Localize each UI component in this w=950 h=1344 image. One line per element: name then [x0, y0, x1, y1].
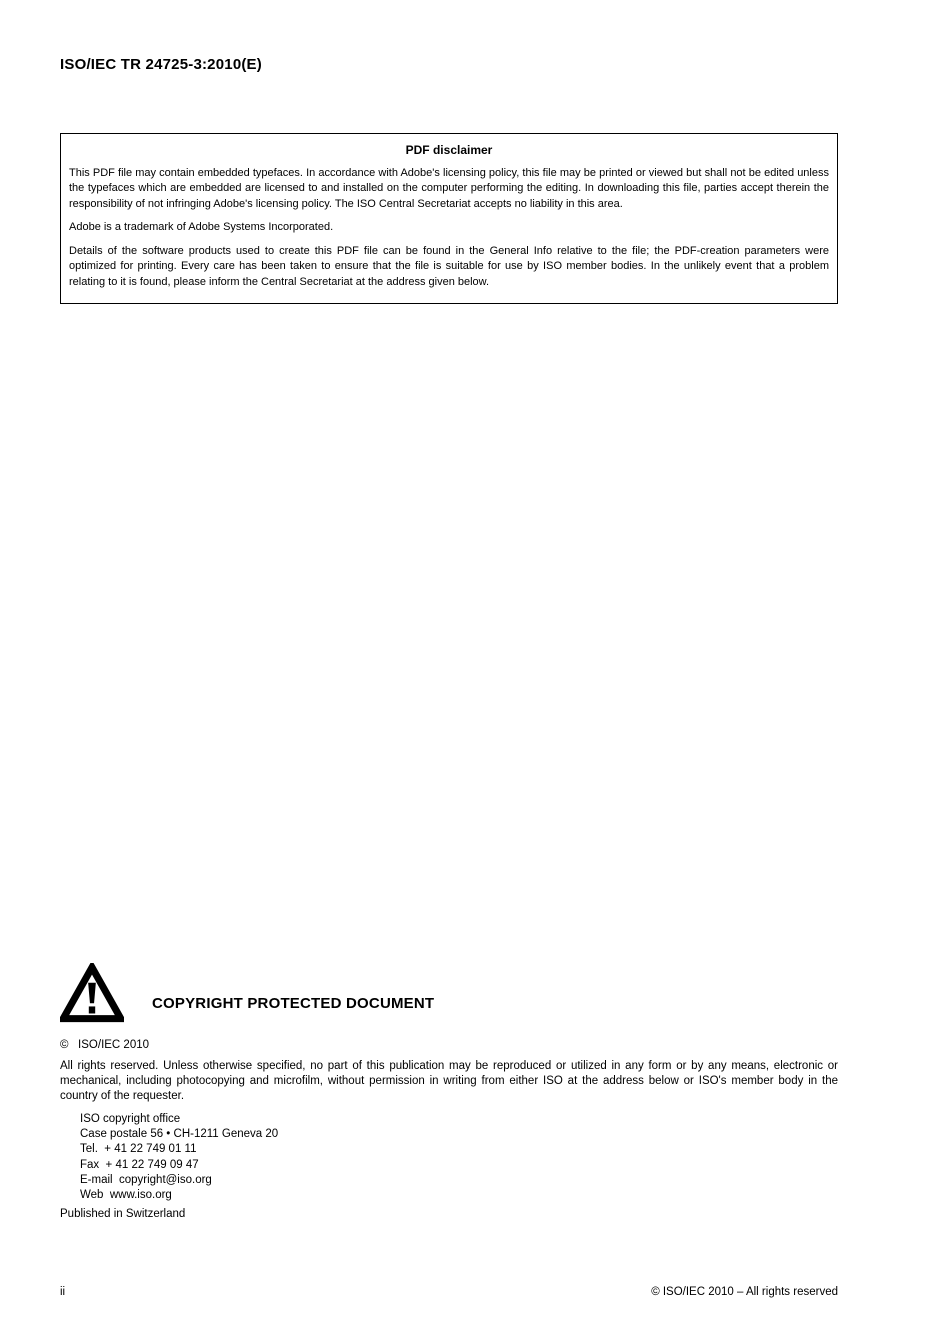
warning-triangle-icon — [60, 963, 124, 1023]
published-line: Published in Switzerland — [60, 1208, 186, 1221]
copyright-line: © ISO/IEC 2010 — [60, 1039, 150, 1051]
rights-text: All rights reserved. Unless otherwise specified, no part of this publication may be reproduced or utilized in any form or by any means, electronic or mechanical, including photocopying and microfilm, without permission in writing from either ISO at the address below or ISO's member body in the country of the requester. — [60, 1060, 838, 1102]
copyright-heading-row — [60, 963, 838, 1023]
address-line-email: E-mail copyright@iso.org — [80, 1173, 212, 1186]
disclaimer-title: PDF disclaimer — [405, 143, 493, 157]
copyright-heading: COPYRIGHT PROTECTED DOCUMENT — [152, 995, 435, 1012]
address-line-office: ISO copyright office — [80, 1113, 181, 1125]
footer-copyright: © ISO/IEC 2010 – All rights reserved — [651, 1286, 838, 1298]
document-reference: ISO/IEC TR 24725-3:2010(E) — [60, 56, 262, 73]
disclaimer-paragraph-3: Details of the software products used to create this PDF file can be found in the General Info relative to the file; the PDF-creation parameters were optimized for printing. Every care has been taken to ensure that the file is suitable for use by ISO member bodies. In the unlikely event that a problem relating to it is found, please inform the Central Secretariat at the address given below. — [69, 244, 829, 288]
page-number: ii — [60, 1286, 66, 1298]
address-line-postal: Case postale 56 • CH-1211 Geneva 20 — [80, 1128, 279, 1141]
disclaimer-paragraph-2: Adobe is a trademark of Adobe Systems Incorporated. — [69, 221, 334, 233]
address-line-fax: Fax + 41 22 749 09 47 — [80, 1158, 199, 1171]
iso-address-block — [80, 1112, 838, 1203]
copyright-section — [60, 963, 838, 1220]
disclaimer-paragraph-1: This PDF file may contain embedded typefaces. In accordance with Adobe's licensing policy, this file may be printed or viewed but shall not be edited unless the typefaces which are embedded are licensed to and installed on the computer performing the editing. In downloading this file, parties accept therein the responsibility of not infringing Adobe's licensing policy. The ISO Central Secretariat accepts no liability in this area. — [69, 166, 829, 210]
address-line-tel: Tel. + 41 22 749 01 11 — [80, 1143, 197, 1156]
address-line-web: Web www.iso.org — [80, 1189, 172, 1202]
pdf-disclaimer-box — [60, 133, 838, 304]
page-footer — [60, 1286, 838, 1298]
